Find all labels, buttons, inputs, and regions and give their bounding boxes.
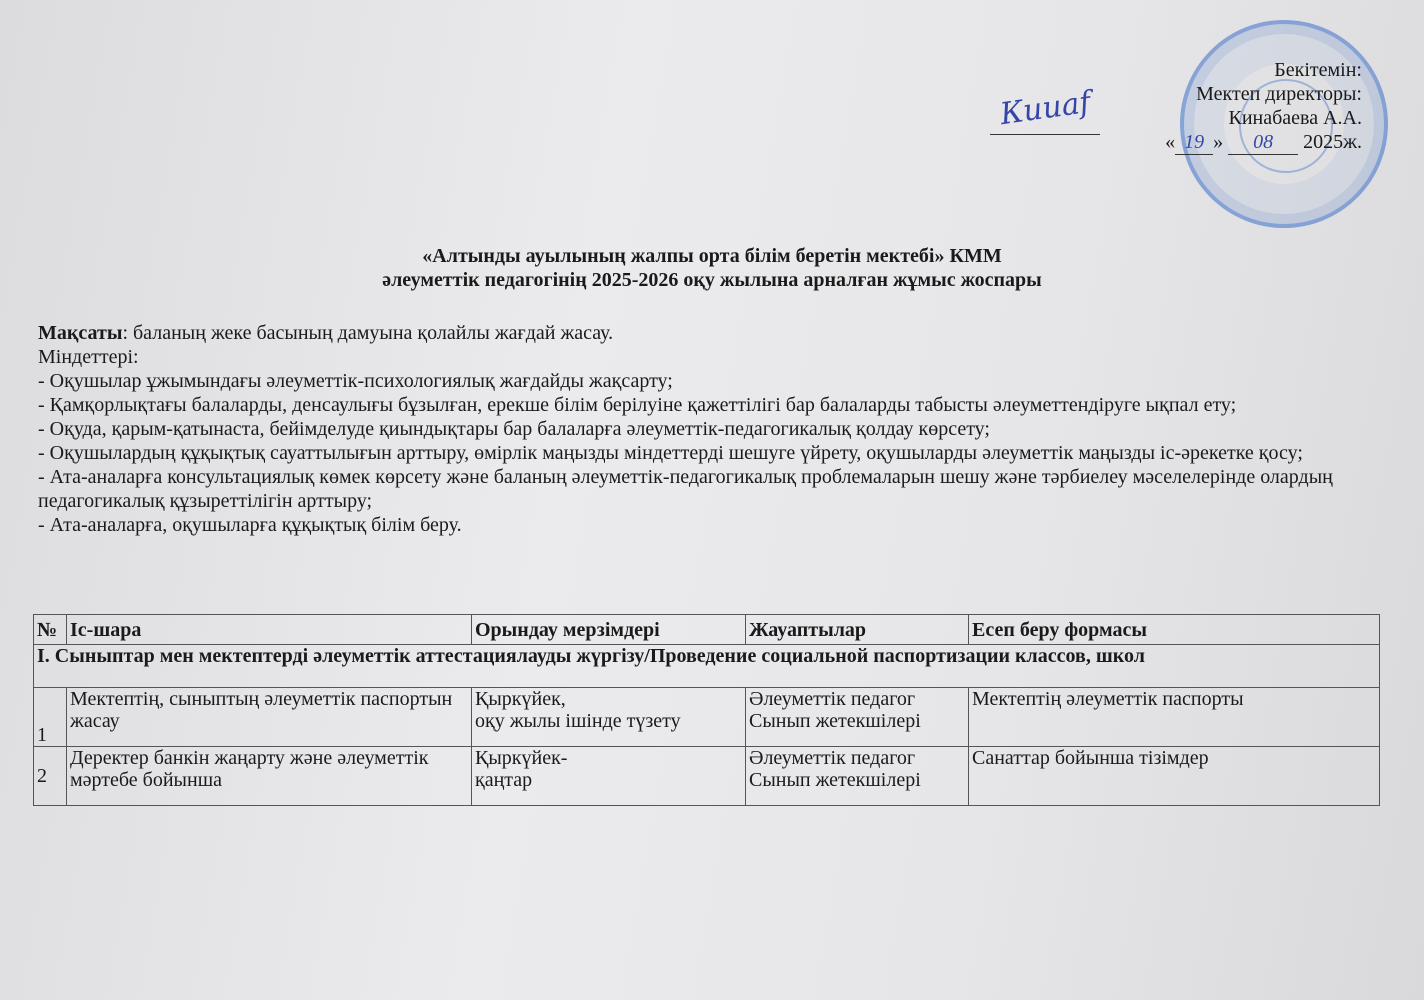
signature-line [990, 134, 1100, 135]
approval-name: Кинабаева А.А. [1228, 107, 1362, 129]
row-responsible: Әлеуметтік педагог Сынып жетекшілері [746, 747, 969, 806]
row-report: Санаттар бойынша тізімдер [969, 747, 1380, 806]
task-item: - Ата-аналарға, оқушыларға құқықтық білім беру. [38, 514, 462, 536]
header-deadline: Орындау мерзімдері [472, 615, 746, 645]
section-row [34, 645, 1380, 688]
header-report: Есеп беру формасы [969, 615, 1380, 645]
section-title: І. Сыныптар мен мектептерді әлеуметтік аттестациялауды жүргізу/Проведение социальной паспортизации классов, школ [34, 645, 1380, 688]
approval-position: Мектеп директоры: [1196, 83, 1362, 105]
approval-date: « 19 » 08 2025ж. [1165, 131, 1362, 153]
tasks-label: Міндеттері: [38, 346, 139, 368]
table-row [34, 688, 1380, 747]
goal: Мақсаты: баланың жеке басының дамуына қолайлы жағдай жасау. [38, 322, 614, 344]
row-deadline: Қыркүйек, оқу жылы ішінде түзету [472, 688, 746, 747]
task-item: - Оқуда, қарым-қатынаста, бейімделуде қиындықтары бар балаларға әлеуметтік-педагогикалық қолдау көрсету; [38, 418, 990, 440]
row-num: 2 [34, 747, 67, 806]
document-body [38, 321, 1383, 537]
table-header [34, 615, 1380, 645]
approval-title: Бекітемін: [1274, 59, 1362, 81]
title-line-2: әлеуметтік педагогінің 2025-2026 оқу жылына арналған жұмыс жоспары [382, 269, 1042, 291]
approval-block [1165, 58, 1362, 155]
row-deadline: Қыркүйек- қаңтар [472, 747, 746, 806]
task-item: - Ата-аналарға консультациялық көмек көрсету және баланың әлеуметтік-педагогикалық проблемаларын шешу және тәрбиелеу мәселелерінде олардың педагогикалық құзыреттілігін арттыру; [38, 466, 1333, 512]
header-num: № [34, 615, 67, 645]
task-item: - Оқушылар ұжымындағы әлеуметтік-психологиялық жағдайды жақсарту; [38, 370, 673, 392]
signature: Кииаf [997, 84, 1093, 133]
row-report: Мектептің әлеуметтік паспорты [969, 688, 1380, 747]
title-line-1: «Алтынды ауылының жалпы орта білім беретін мектебі» КММ [422, 245, 1002, 267]
table-row [34, 747, 1380, 806]
row-num: 1 [34, 688, 67, 747]
row-event: Деректер банкін жаңарту және әлеуметтік мәртебе бойынша [67, 747, 472, 806]
row-responsible: Әлеуметтік педагог Сынып жетекшілері [746, 688, 969, 747]
plan-table [33, 614, 1380, 806]
task-item: - Оқушылардың құқықтық сауаттылығын арттыру, өмірлік маңызды міндеттерді шешуге үйрету, оқушыларды әлеуметтік маңызды іс-әрекетке қосу; [38, 442, 1303, 464]
header-event: Іс-шара [67, 615, 472, 645]
document-title [0, 244, 1424, 292]
task-item: - Қамқорлықтағы балаларды, денсаулығы бұзылған, ерекше білім берілуіне қажеттілігі бар балаларды табысты әлеуметтендіруге ықпал ету; [38, 394, 1237, 416]
header-responsible: Жауаптылар [746, 615, 969, 645]
row-event: Мектептің, сыныптың әлеуметтік паспортын жасау [67, 688, 472, 747]
